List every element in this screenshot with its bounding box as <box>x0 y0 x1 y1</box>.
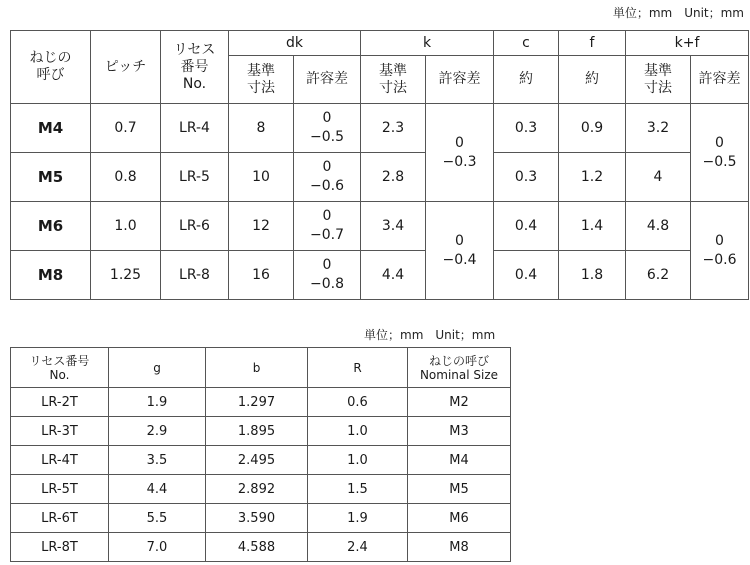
cell-g: 3.5 <box>109 446 206 475</box>
cell-recess: LR-5 <box>161 153 229 202</box>
cell-recess: LR-6T <box>11 504 109 533</box>
cell-recess: LR-6 <box>161 202 229 251</box>
header-pitch: ピッチ <box>91 31 161 104</box>
cell-recess: LR-4T <box>11 446 109 475</box>
cell-f: 1.2 <box>559 153 626 202</box>
cell-k: 3.4 <box>361 202 426 251</box>
cell-c: 0.3 <box>494 104 559 153</box>
cell-g: 4.4 <box>109 475 206 504</box>
cell-b: 1.895 <box>206 417 308 446</box>
header-nominal: ねじの 呼び <box>11 31 91 104</box>
cell-dk: 8 <box>229 104 294 153</box>
header-k-base: 基準 寸法 <box>361 56 426 104</box>
cell-nominal: M5 <box>11 153 91 202</box>
table-row <box>11 202 749 251</box>
cell-g: 1.9 <box>109 388 206 417</box>
cell-dk: 16 <box>229 251 294 300</box>
cell-b: 4.588 <box>206 533 308 562</box>
cell-nominal: M2 <box>408 388 511 417</box>
cell-nominal: M6 <box>408 504 511 533</box>
cell-r: 1.5 <box>308 475 408 504</box>
cell-dk: 10 <box>229 153 294 202</box>
table-row <box>11 388 511 417</box>
table-row <box>11 475 511 504</box>
cell-kf: 6.2 <box>626 251 691 300</box>
cell-kf-tolerance: 0 −0.5 <box>691 104 749 202</box>
dimension-table <box>10 30 749 300</box>
header-b: b <box>206 348 308 388</box>
header-nominal-size: ねじの呼び Nominal Size <box>408 348 511 388</box>
header-dk: dk <box>229 31 361 56</box>
cell-kf: 4.8 <box>626 202 691 251</box>
cell-k-tolerance: 0 −0.4 <box>426 202 494 300</box>
cell-f: 1.8 <box>559 251 626 300</box>
cell-k-tolerance: 0 −0.3 <box>426 104 494 202</box>
table-row <box>11 504 511 533</box>
cell-recess: LR-4 <box>161 104 229 153</box>
header-f: f <box>559 31 626 56</box>
cell-f: 0.9 <box>559 104 626 153</box>
cell-b: 2.892 <box>206 475 308 504</box>
cell-recess: LR-5T <box>11 475 109 504</box>
cell-k: 2.3 <box>361 104 426 153</box>
cell-b: 1.297 <box>206 388 308 417</box>
cell-g: 7.0 <box>109 533 206 562</box>
cell-dk-tolerance: 0 −0.8 <box>294 251 361 300</box>
header-dk-base: 基準 寸法 <box>229 56 294 104</box>
cell-dk-tolerance: 0 −0.7 <box>294 202 361 251</box>
cell-f: 1.4 <box>559 202 626 251</box>
cell-r: 0.6 <box>308 388 408 417</box>
unit-label-top: 単位；mm Unit；mm <box>612 6 744 20</box>
cell-kf: 3.2 <box>626 104 691 153</box>
table-row <box>11 104 749 153</box>
header-r: R <box>308 348 408 388</box>
cell-c: 0.4 <box>494 202 559 251</box>
cell-nominal: M8 <box>11 251 91 300</box>
cell-r: 1.9 <box>308 504 408 533</box>
cell-k: 2.8 <box>361 153 426 202</box>
cell-recess: LR-3T <box>11 417 109 446</box>
cell-g: 5.5 <box>109 504 206 533</box>
cell-pitch: 1.25 <box>91 251 161 300</box>
cell-nominal: M3 <box>408 417 511 446</box>
table-row <box>11 251 749 300</box>
unit-label-bottom: 単位；mm Unit；mm <box>364 328 496 342</box>
cell-dk: 12 <box>229 202 294 251</box>
header-g: g <box>109 348 206 388</box>
cell-c: 0.3 <box>494 153 559 202</box>
header-kf-tolerance: 許容差 <box>691 56 749 104</box>
header-k-tolerance: 許容差 <box>426 56 494 104</box>
table-row <box>11 533 511 562</box>
cell-g: 2.9 <box>109 417 206 446</box>
cell-recess: LR-8 <box>161 251 229 300</box>
recess-table <box>10 347 511 562</box>
header-recess: リセス 番号 No. <box>161 31 229 104</box>
cell-nominal: M6 <box>11 202 91 251</box>
table-row <box>11 153 749 202</box>
cell-r: 1.0 <box>308 446 408 475</box>
cell-c: 0.4 <box>494 251 559 300</box>
cell-nominal: M4 <box>408 446 511 475</box>
cell-nominal: M4 <box>11 104 91 153</box>
cell-nominal: M8 <box>408 533 511 562</box>
cell-dk-tolerance: 0 −0.6 <box>294 153 361 202</box>
cell-r: 2.4 <box>308 533 408 562</box>
header-f-approx: 約 <box>559 56 626 104</box>
cell-recess: LR-2T <box>11 388 109 417</box>
cell-pitch: 1.0 <box>91 202 161 251</box>
cell-nominal: M5 <box>408 475 511 504</box>
cell-kf-tolerance: 0 −0.6 <box>691 202 749 300</box>
cell-kf: 4 <box>626 153 691 202</box>
header-kf-base: 基準 寸法 <box>626 56 691 104</box>
header-recess-no: リセス番号 No. <box>11 348 109 388</box>
table-row <box>11 446 511 475</box>
header-k: k <box>361 31 494 56</box>
header-kf: k+f <box>626 31 749 56</box>
cell-b: 2.495 <box>206 446 308 475</box>
cell-b: 3.590 <box>206 504 308 533</box>
cell-pitch: 0.8 <box>91 153 161 202</box>
header-c: c <box>494 31 559 56</box>
cell-dk-tolerance: 0 −0.5 <box>294 104 361 153</box>
cell-recess: LR-8T <box>11 533 109 562</box>
table-row <box>11 417 511 446</box>
header-c-approx: 約 <box>494 56 559 104</box>
cell-pitch: 0.7 <box>91 104 161 153</box>
cell-k: 4.4 <box>361 251 426 300</box>
cell-r: 1.0 <box>308 417 408 446</box>
header-dk-tolerance: 許容差 <box>294 56 361 104</box>
